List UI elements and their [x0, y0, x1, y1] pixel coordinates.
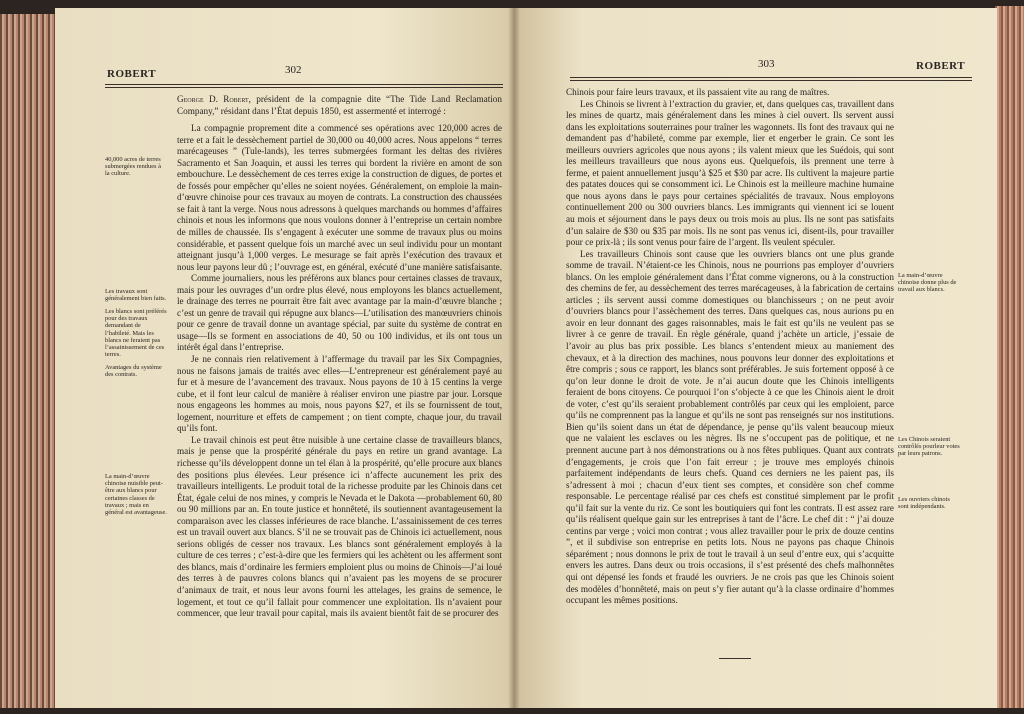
margin-note: Les blancs sont préférés pour des travaux demandant de l’habileté. Mais les blancs ne feraient pas l’assainissement de ces terres. [105, 308, 167, 359]
witness-name: George D. Robert [177, 94, 249, 104]
right-page [514, 8, 997, 708]
right-body-text [566, 87, 894, 607]
body-paragraph: La compagnie proprement dite a commencé ses opérations avec 120,000 acres de terre et a fait le dessèchement partiel de 30,000 ou 40,000 acres. Nous appelons “ terres marécageuses ” (Tule-lands), les terres submergées formant les deltas des rivières Sacramento et San Joaquin, et aussi les terres qui bordent la rivière en amont de son embouchure. Le dessèchement de ces terres exige la construction de digues, de portes et de fossés pour empêcher qu’elles ne soient noyées. Généralement, on emploie la main-d’œuvre chinoise pour ces travaux au moyen de contrats. La construction des chaussées se fait à tant la verge. Nous nous adressons à quelques marchands ou hommes d’affaires chinois et nous les informons que nous voulons donner à l’entreprise un certain nombre de milles de chaussée. Ils s’engagent à exécuter une somme de travaux plus ou moins considérable, et passent quelque fois un marché avec un seul individu pour un montant atteignant jusqu’à 1,000 verges. Le mesurage se fait après l’exécution des travaux et nous leur payons leur dû ; l’ouvrage est, en général, exécuté d’une manière satisfaisante. [177, 123, 503, 272]
body-paragraph: Chinois pour faire leurs travaux, et ils passaient vite au rang de maîtres. [566, 87, 830, 97]
page-edges-left [0, 14, 62, 708]
margin-note: La main-d’œuvre chinoise nuisible peut-être aux blancs pour certaines classes de travaux ; mais en général est avantageuse. [105, 473, 167, 517]
margin-note: 40,000 acres de terres submergées rendues à la culture. [105, 156, 161, 178]
intro-text: , président de la compagnie dite “The Tide Land Reclamation Company,” résidant dans l’État depuis 1850, est assermenté et interrogé : [177, 94, 502, 116]
header-rule [105, 84, 503, 85]
body-paragraph: Le travail chinois est peut être nuisible à une certaine classe de travailleurs blancs, mais je pense que la prospérité générale du pays en retire un grand avantage. La richesse qu’ils développent donne un tel élan à la prospérité, qu’elle procure aux blancs des positions plus élevées. Leur présence ici n’affecte aucunement les prix des travailleurs intelligents. Le produit total de la richesse produite par les Chinois dans cet État, égale celui de nos mines, y compris le Nevada et le Dakota —probablement 60, 80 ou 90 millions par an. En toute justice et honnêteté, ils soutiennent avantageusement la comparaison avec les classes inférieures de race blanche. L’assainissement de ces terres est un travail ouvert aux blancs. S’il ne se trouvait pas de Chinois ici actuellement, nous serions obligés de cesser nos travaux. Les blancs sont généralement employés à la culture de ces terres ; c’est-à-dire que les fermiers qui les achètent ou les afferment sont des blancs, mais d’ordinaire les fermiers emploient plus ou moins de Chinois—J’ai loué des terres à de pauvres colons blancs qui n’avaient pas les moyens de se procurer d’animaux de trait, et nous leur avons fourni les attelages, les grains de semence, le logement, et tout ce qu’il fallait pour commencer une exploitation. Ils n’avaient pour commencer, que leur travail pour capital, mais ils avaient bientôt fait de se procurer des [177, 434, 502, 619]
running-head: ROBERT [916, 60, 966, 72]
page-number: 302 [285, 64, 302, 76]
header-rule-2 [570, 80, 972, 81]
left-page [55, 8, 514, 708]
end-rule [719, 658, 751, 659]
margin-note: Avantages du système des contrats. [105, 364, 162, 379]
margin-note: Les ouvriers chinois sont indépendants. [898, 496, 950, 511]
book-gutter [508, 8, 520, 708]
header-rule-2 [105, 87, 503, 88]
margin-note: Les travaux sont généralement bien faits. [105, 288, 167, 303]
body-paragraph: Les travailleurs Chinois sont cause que les ouvriers blancs ont une plus grande somme de travail. N’étaient-ce les Chinois, nous ne pourrions pas employer d’ouvriers blancs. On les emploie généralement dans l’État comme vignerons, ou à la construction des chemins de fer, au dessèchement des terres marécageuses, à la fabrication de certains articles ; ils servent aussi comme domestiques ou blanchisseurs ; on ne peut avoir d’ouvriers blancs pour l’assèchement des terres. Dans quelques cas, nous aurions pu en avoir en leur donnant des gages raisonnables, mais le fait est qu’ils ne veulent pas se livrer à ce genre de travail. En règle générale, quand j’achète un article, j’essaie de l’avoir au plus bas prix possible. Les blancs s’entendent mieux au maniement des chevaux, et à la direction des machines, nous pouvons leur donner des exploitations et être compris ; sous ce rapport, les blancs sont préférables. Je suis fortement opposé à ce qu’on leur donne le droit de vote. Je n’ai aucun doute que les Chinois intelligents feraient de bons citoyens. Ce pourquoi l’on s’objecte à ce que les Chinois aient le droit de voter, c’est qu’ils seraient probablement contrôlés par ceux qui les emploient, parce qu’ils ne comprennent pas la langue et qu’ils ne sont pas renseignés sur nos institutions. Bien qu’ils soient dans un état de dépendance, je pense qu’ils valent beaucoup mieux que ne valaient les esclaves ou les nègres. Ils ne s’occupent pas de politique, et ne prennent aucune part à nos démonstrations ou à nos fêtes publiques. Quant aux contrats d’engagements, je crois que l’on fait erreur ; je trouve mes employés chinois parfaitement indépendants de leurs chefs. Quand ces derniers ne les paient pas, ils s’adressent à moi ; chacun d’eux tient ses comptes, et considère son chef comme responsable. Le percentage réalisé par ces chefs est constitué simplement par le profit qu’il fait sur la vente du riz. Ce sont les boutiquiers qui font les contrats. Il est assez rare qu’ils réalisent quelque gain sur les entreprises à tant de l’âcre. Le chef dit : “ j’ai douze centins par verge ; voici mon contrat ; vous allez travailler pour le prix de douze centins ”, et il subdivise son entreprise en petits lots. Nous ne payons pas chaque Chinois séparément ; nous donnons le prix de tout le travail à un seul d’entre eux, qui s’acquitte envers les autres. Dans deux ou trois occasions, il s’est présenté des chefs malhonnêtes qui ont dépensé les fonds et fraudé les ouvriers. Je ne crois pas que les Chinois soient des modèles d’honnêteté, mais on peut s’y fier autant qu’à la classe ordinaire d’hommes occupant les mêmes positions. [566, 248, 894, 606]
body-paragraph: Les Chinois se livrent à l’extraction du gravier, et, dans quelques cas, travaillent dans les mines de quartz, mais généralement dans les mines à ciel ouvert. Ils servent aussi dans les exploitations souterraines pour traîner les wagonnets. Ils font des travaux qui ne demandent pas d’habileté, comme par exemple, lier et engerber le grain. Ce sont les meilleurs ouvriers agricoles que nous ayons ; ils valent mieux que les Suédois, qui sont les meilleurs travailleurs que nous ayons eus. Quelquefois, ils prennent une terre à ferme, et paient annuellement jusqu’à $25 et $30 par acre. Ils cultivent la majeure partie des patates douces qui se consomment ici. Le Chinois est la meilleure machine humaine que nous ayons dans le pays pour certaines spécialités de travaux. Nous employons continuellement 200 ou 300 ouvriers blancs. Les immigrants qui viennent ici se louent au mois et séjournent dans le pays deux ou trois mois au plus. Ils ne sont pas satisfaits d’un salaire de $30 ou $35 par mois. Ils ne sont pas venus ici, disent-ils, pour travailler pour ce prix-là ; ils sont venus pour faire de l’argent. Ils veulent spéculer. [566, 98, 894, 248]
body-paragraph: Je ne connais rien relativement à l’affermage du travail par les Six Compagnies, nous ne faisons jamais de traités avec elles—L’entrepreneur est généralement payé au fur et à mesure de l’avancement des travaux. Nous payons de 10 à 15 centins la verge cube, et il font leur calcul de manière à réaliser environ une piastre par jour. Lorsque nous engageons les hommes au mois, nous payons $27, et ils se fournissent de tout, logement, nourriture et effets de campement ; on tient compte, chaque jour, du travail qu’ils font. [177, 354, 502, 434]
page-number: 303 [758, 58, 775, 70]
running-head: ROBERT [107, 68, 157, 80]
margin-note: La main-d’œuvre chinoise donne plus de travail aux blancs. [898, 272, 957, 294]
page-edges-right [995, 6, 1024, 708]
header-rule [570, 77, 972, 78]
body-paragraph: Comme journaliers, nous les préférons aux blancs pour certaines classes de travaux, mais pour les ouvrages d’un ordre plus élevé, nous employons les blancs actuellement, le drainage des terres ne pourrait être fait avec avantage par la main-d’œuvre blanche ; c’est un genre de travail qui répugne aux blancs—L’utilisation des manœuvriers chinois pour ce genre de travail donne un avantage spécial, par suite du système de contrat en usage—Ils se forment en associations de 40, 50 ou 100 individus, et ils ont tous un intérêt égal dans l’entreprise. [177, 273, 502, 353]
intro-paragraph [177, 94, 502, 117]
margin-note: Les Chinois seraient contrôlés pourleur votes par leurs patrons. [898, 436, 960, 458]
left-body-text [177, 94, 502, 620]
